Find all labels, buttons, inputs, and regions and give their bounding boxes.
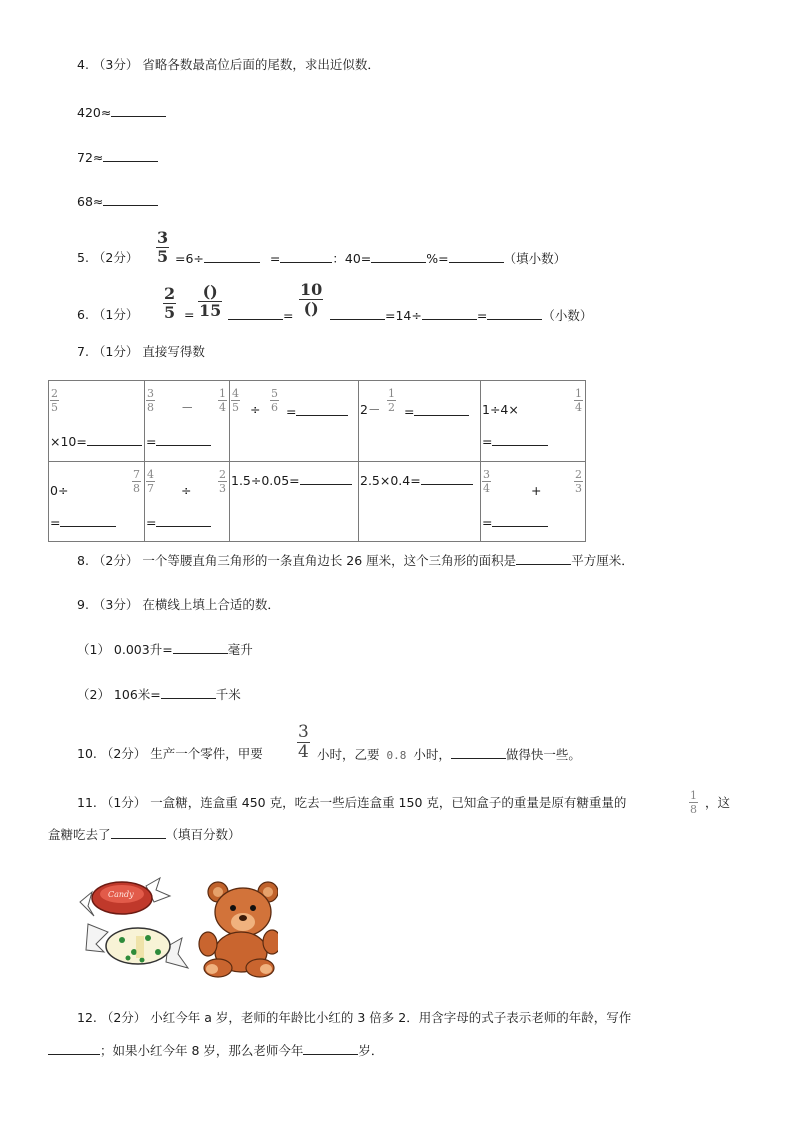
q5-body [175,250,566,267]
q7-c7-frac-b [218,469,227,494]
q6-fraction-2 [198,284,222,319]
red-candy-icon [80,878,170,916]
q7-c1-expr [50,433,142,449]
q6-f2-num: () [202,282,218,301]
q12-blank-1[interactable] [48,1042,100,1055]
q6-mid [228,307,293,324]
q7-c2-eq: = [146,434,157,449]
frac-den: 4 [298,742,309,762]
frac-den: 4 [575,401,582,414]
q4-blank-1[interactable] [111,104,166,117]
q10-decimal: 0.8 [386,749,407,762]
q7-c10-eq: = [482,515,493,530]
q4-item-2-label: 72≈ [77,150,104,165]
q7-c1-frac [50,388,59,413]
q4-header: 4. （3分） 省略各数最高位后面的尾数，求出近似数． [77,57,380,72]
frac-den: 2 [388,401,395,414]
striped-candy-icon [86,924,188,968]
frac-den: 5 [51,401,58,414]
q7-c9-text: 2.5×0.4= [360,473,421,488]
q6-fraction-3 [299,282,323,317]
frac-num: 3 [298,722,309,742]
q6-body [330,307,592,324]
q7-cell-5 [481,381,586,462]
q7-c2-blank[interactable] [156,433,211,446]
q9-p1-pre: （1） 0.003升= [77,642,173,657]
q9-part-1 [77,641,253,658]
frac-num: 2 [51,387,58,400]
q9-p1-blank[interactable] [173,641,228,654]
q7-c8-expr [231,472,352,488]
q11-line-1 [77,795,626,811]
q6-t1: =14÷ [385,308,422,323]
q7-cell-9 [359,462,481,542]
q5-blank-4[interactable] [449,250,504,263]
q7-cell-1 [49,381,145,462]
frac-num: 3 [483,468,490,481]
q7-c3-eq: = [286,404,297,419]
q7-c3-op: ÷ [250,402,261,417]
q7-c6-blank[interactable] [60,514,116,527]
q6-fraction-1 [163,286,176,321]
q7-c5-pre: 1÷4× [482,402,519,417]
q9-header: 9. （3分） 在横线上填上合适的数． [77,597,280,612]
q9-part-2 [77,686,241,703]
candy-and-bear-illustration [78,872,278,980]
frac-num: 1 [219,387,226,400]
q7-c7-op: ÷ [181,483,192,498]
q9-p2-pre: （2） 106米= [77,687,161,702]
q7-c6-pre: 0÷ [50,483,69,498]
frac-num: 4 [232,387,239,400]
q7-c5-answer [482,433,548,449]
q7-c9-expr [360,472,473,488]
q7-c5-blank[interactable] [492,433,548,446]
q11-line2-suf: （填百分数） [165,827,241,842]
q10-prefix: 10. （2分） 生产一个零件，甲要 [77,746,263,761]
q9-p2-blank[interactable] [161,686,216,699]
q6-blank-4[interactable] [487,307,542,320]
frac-num: 1 [690,789,697,802]
q12-line-1: 12. （2分） 小红今年 a 岁，老师的年龄比小红的 3 倍多 2．用含字母的式子表示老师的年龄，写作 [77,1010,632,1025]
frac-num: 5 [271,387,278,400]
q7-c2-op: － [181,400,194,415]
q7-c4-pre: 2－ [360,402,381,417]
q12-line-2 [48,1042,383,1059]
frac-num: 7 [133,468,140,481]
q7-c5-eq: = [482,434,493,449]
q7-cell-10 [481,462,586,542]
q7-c7-frac-a [146,469,155,494]
candy-logo-text: Candy [108,890,134,899]
frac-num: 2 [575,468,582,481]
q4-item-3-label: 68≈ [77,194,104,209]
q5-blank-2[interactable] [280,250,332,263]
q9-p1-suf: 毫升 [227,642,253,657]
q11-fraction [689,790,698,815]
q5-prefix: 5. （2分） [77,250,139,265]
q7-c10-frac-a [482,469,491,494]
q6-t2: = [476,308,488,323]
frac-num: 1 [575,387,582,400]
q12-line2-mid: ；如果小红今年 8 岁，那么老师今年 [100,1043,304,1058]
frac-den: 6 [271,401,278,414]
q7-c3-answer [286,403,348,419]
frac-num: 2 [219,468,226,481]
q7-c7-blank[interactable] [156,514,211,527]
q11-line1-text: 11. （1分） 一盒糖，连盒重 450 克，吃去一些后连盒重 150 克，已知盒子的重量是原有糖重量的 [77,795,627,810]
frac-num: 4 [147,468,154,481]
q7-c9-blank[interactable] [421,472,473,485]
frac-den: 8 [133,482,140,495]
q7-cell-3 [230,381,359,462]
q10-fraction [297,724,310,761]
q5-t5: （填小数） [503,251,567,266]
q7-cell-4 [359,381,481,462]
q6-f3-num: 10 [300,280,323,299]
q11-line2-pre: 盒糖吃去了 [48,827,111,842]
q7-c5-frac [574,388,583,413]
q5-t2: = [269,251,281,266]
q7-cell-7 [145,462,230,542]
q10-suffix: 做得快一些。 [505,747,581,762]
q7-c7-eq: = [146,515,157,530]
q7-c10-op: + [531,483,542,498]
teddy-bear-icon [199,882,278,977]
frac-den: 5 [232,401,239,414]
q11-line1-end: ，这 [705,795,731,810]
q4-item-2 [77,149,158,166]
q7-cell-8 [230,462,359,542]
q12-line2-suf: 岁． [358,1043,384,1058]
q5-blank-1[interactable] [204,250,260,263]
q7-table [48,380,586,542]
q9-p2-suf: 千米 [215,687,241,702]
q7-c4-answer [404,403,469,419]
q7-c2-frac-b [218,388,227,413]
q6-f2-den: 15 [199,301,222,320]
frac-den: 8 [690,803,697,816]
q8-suffix: 平方厘米． [571,553,634,568]
frac-num: 3 [147,387,154,400]
frac-den: 7 [147,482,154,495]
q7-header: 7. （1分） 直接写得数 [77,344,205,359]
q12-blank-2[interactable] [303,1042,358,1055]
q7-c3-frac-b [270,388,279,413]
q5-blank-3[interactable] [371,250,426,263]
q6-prefix: 6. （1分） [77,307,139,322]
q7-c8-text: 1.5÷0.05= [231,473,300,488]
q7-c2-frac-a [146,388,155,413]
q5-frac-num: 3 [157,228,169,247]
q7-c6-answer [50,514,116,530]
q5-t4: %= [426,251,449,266]
q7-c4-eq: = [404,404,415,419]
q7-c1-blank[interactable] [87,433,142,446]
q6-blank-2[interactable] [330,307,385,320]
q11-line-2 [48,826,241,843]
q7-c10-blank[interactable] [492,514,548,527]
q5-t3: ：40= [332,251,372,266]
q4-blank-2[interactable] [103,149,158,162]
q10-mid: 小时，乙要 [317,747,380,762]
q7-c2-answer [146,433,211,449]
q7-c1-text: ×10= [50,434,87,449]
q7-c4-blank[interactable] [414,403,469,416]
q8-line [77,552,634,569]
q5-fraction [156,230,169,265]
frac-den: 3 [219,482,226,495]
frac-den: 4 [219,401,226,414]
q7-c6-frac [132,469,141,494]
frac-den: 8 [147,401,154,414]
q6-f1-den: 5 [164,303,176,322]
q7-c6-eq: = [50,515,61,530]
q7-c8-blank[interactable] [300,472,352,485]
q10-blank[interactable] [451,746,506,759]
q7-c10-answer [482,514,548,530]
q4-item-1 [77,104,166,121]
q7-cell-6 [49,462,145,542]
q6-f1-num: 2 [164,284,176,303]
q6-blank-3[interactable] [422,307,477,320]
frac-num: 1 [388,387,395,400]
q7-c4-frac [387,388,396,413]
q8-blank[interactable] [516,552,571,565]
frac-den: 4 [483,482,490,495]
q5-t1: =6÷ [175,251,204,266]
q10-mid2: 小时， [413,747,451,762]
q6-f3-den: () [303,299,319,318]
q6-t3: （小数） [542,308,593,323]
q11-blank[interactable] [111,826,166,839]
q8-text: 8. （2分） 一个等腰直角三角形的一条直角边长 26 厘米，这个三角形的面积是 [77,553,517,568]
q4-item-3 [77,193,158,210]
frac-den: 3 [575,482,582,495]
q6-eq-2: = [283,308,294,323]
q7-cell-2 [145,381,230,462]
q4-item-1-label: 420≈ [77,105,112,120]
q7-c10-frac-b [574,469,583,494]
q5-frac-den: 5 [157,247,169,266]
q6-blank-1[interactable] [228,307,283,320]
q6-eq-1: = [184,307,195,322]
q7-c3-frac-a [231,388,240,413]
q7-c3-blank[interactable] [296,403,348,416]
q7-c7-answer [146,514,211,530]
q10-body [317,746,581,764]
q4-blank-3[interactable] [103,193,158,206]
